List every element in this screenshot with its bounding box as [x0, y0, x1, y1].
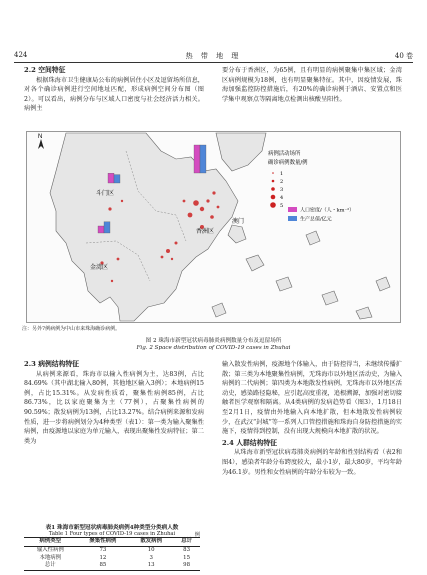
- case-point: [210, 215, 214, 219]
- table-cell: 输入性病例: [36, 546, 64, 553]
- legend-size-label: 2: [280, 179, 284, 185]
- legend-swatch-gdp: [288, 216, 297, 221]
- figure-caption-zh: 图 2 珠海市新型冠状病毒肺炎病例数量分布及逗留场所: [145, 338, 282, 344]
- journal-name: 热 带 地 理: [185, 52, 242, 60]
- table-cell: 73: [99, 546, 107, 553]
- table-header: 散发病例: [140, 538, 162, 544]
- table-cell: 10: [147, 546, 155, 553]
- paragraph: 输入散发性病例，疫源地个体输入，由于防控得当，未继续传播扩散；第三类为本地聚集性病例，无珠海市以外地区活动史，为输入病例的二代病例；第四类为本地散发性病例，无珠海市以外地区活动史，感染路径隐秘，应引起高度重视，追根溯源，加强对密切接触者医学观察和隔离。从4类病例的发病趋势看（图3），1月18日至2月1日，疫情由外地输入向本地扩散，但本地散发性病例较少，在武汉“封城”等一系列人口管控措施和珠海自身防控措施的实施下，疫情得到控制，没有出现大规模向本地扩散的状况。: [222, 361, 402, 436]
- legend-swatch-pop: [288, 207, 297, 212]
- case-point: [171, 258, 173, 260]
- legend-title: 病例活动场所: [268, 151, 301, 157]
- table-cell: 13: [147, 562, 155, 569]
- legend-size-dot: [272, 172, 274, 174]
- case-point: [108, 207, 111, 210]
- case-point: [193, 200, 199, 206]
- gdp-bar: [114, 175, 120, 183]
- table-cell: 3: [149, 554, 153, 561]
- table-cell: 12: [99, 554, 107, 561]
- pop-density-bar: [194, 145, 200, 173]
- figure-map: [26, 131, 401, 323]
- legend-label: 人口密度/（人・km⁻²）: [300, 207, 355, 214]
- paragraph: 从病例来源看，珠海市以输入性病例为主，达83例，占比84.69%（其中湖北输入80例，其他地区输入3例）；本地病例15例，占比15.31%。从发病性质看，聚集性病例85例，占比86.73%，比以家庭聚集为主（77例），占聚集性病例的90.59%；散发病例为13例，占比13.27%。结合病例来源和发病性质，进一步将病例划分为4种类型（表1）：第一类为输入聚集性病例，由疫源地以家庭为单元输入，表现出聚集性发病特征；第二类为: [24, 370, 204, 445]
- paragraph: 要分布于香洲区，为65例，且有明显的病例聚集中集区域；金湾区病例规模为18例，也有明显聚集特征。其中，因疫情发展，珠海加强监控防控措施后，有20%的确诊病例于酒店、安置点和医学集中观察点等隔离地点检测出核酸呈阳性。: [222, 67, 402, 103]
- legend-size-dot: [272, 180, 275, 183]
- pop-density-bar: [98, 226, 104, 233]
- case-point: [188, 213, 193, 218]
- table-header: 病例类型: [39, 538, 62, 544]
- volume: 40 卷: [394, 52, 413, 60]
- figure-caption-en: Fig. 2 Space distribution of COVID-19 cases in Zhuhai: [136, 345, 291, 351]
- case-point: [175, 242, 178, 245]
- paragraph: 根据珠海市卫生健康局公布的病例居住小区及逗留场所信息，对各个确诊病例进行空间地址匹配，形成病例空间分布图（图2）。可以看出，病例分布与区域人口密度与社会经济活力相关。病例主: [24, 76, 204, 113]
- gdp-bar: [200, 145, 206, 173]
- district-label: 斗门区: [96, 190, 115, 197]
- table-cell: 15: [183, 554, 191, 561]
- table-row: [24, 562, 200, 570]
- district-label: 金湾区: [90, 264, 109, 271]
- case-point: [121, 200, 123, 202]
- paragraph: 从珠海市新型冠状病毒肺炎病例的年龄和性别结构看（表2和图4），感染者年龄分布跨度较大，最小1岁，最大80岁，平均年龄为46.1岁。男性和女性病例的年龄分布较为一致。: [222, 449, 402, 476]
- pop-density-bar: [108, 173, 114, 183]
- table-unit: 例: [194, 532, 200, 538]
- left-top-column: [24, 66, 204, 114]
- legend-size-label: 1: [280, 171, 284, 177]
- table-title-zh: 表1 珠海市新型冠状病毒肺炎病例4种类型分类病人数: [45, 525, 179, 531]
- section-heading: 2.3 病例结构特征: [24, 360, 79, 368]
- section-heading: 2.4 人群结构特征: [222, 438, 277, 447]
- case-point: [212, 191, 215, 194]
- legend-size-dot: [271, 187, 275, 191]
- page-number: 424: [14, 51, 28, 59]
- table-cell: 本地病例: [39, 554, 62, 561]
- right-top-column: [222, 66, 402, 104]
- right-bottom-column: [222, 360, 402, 477]
- figure-note: 注：另外7例病例为中山市来珠海确诊病例。: [22, 326, 121, 332]
- table-title-en-text: Table 1 Four types of COVID-19 cases in Zhuhai: [48, 531, 176, 537]
- left-bottom-column: [24, 360, 204, 446]
- legend-size-label: 4: [280, 195, 284, 201]
- legend-title: 确诊病例数量/例: [268, 160, 308, 166]
- case-point: [217, 206, 220, 209]
- section-heading: 2.2 空间特征: [24, 66, 66, 74]
- district-label: 澳门: [232, 218, 245, 225]
- case-point: [117, 258, 120, 261]
- legend-size-dot: [270, 202, 276, 208]
- table-header-row: [24, 538, 200, 547]
- gdp-bar: [104, 222, 110, 233]
- table-row: [24, 546, 200, 554]
- legend-size-label: 3: [280, 187, 284, 193]
- legend-size-dot: [271, 195, 276, 200]
- table-cell: 85: [99, 562, 107, 569]
- table-cell: 83: [183, 546, 191, 553]
- table-cell: 总计: [44, 562, 56, 569]
- case-point: [206, 199, 209, 202]
- table-cell: 98: [183, 562, 191, 569]
- north-label: N: [38, 134, 43, 140]
- case-point: [183, 200, 186, 203]
- legend-size-label: 5: [280, 203, 284, 209]
- data-table: [24, 537, 200, 571]
- legend-label: 生产总值/亿元: [300, 216, 332, 223]
- case-point: [161, 256, 164, 259]
- table-1: [24, 523, 200, 571]
- table-title-en: [24, 531, 200, 537]
- case-point: [166, 249, 170, 253]
- page-header: [14, 50, 413, 63]
- case-point: [111, 280, 113, 282]
- table-header: 聚集性病例: [89, 538, 117, 544]
- case-point: [200, 207, 204, 211]
- district-label: 香洲区: [196, 228, 215, 235]
- table-header: 总计: [181, 538, 192, 544]
